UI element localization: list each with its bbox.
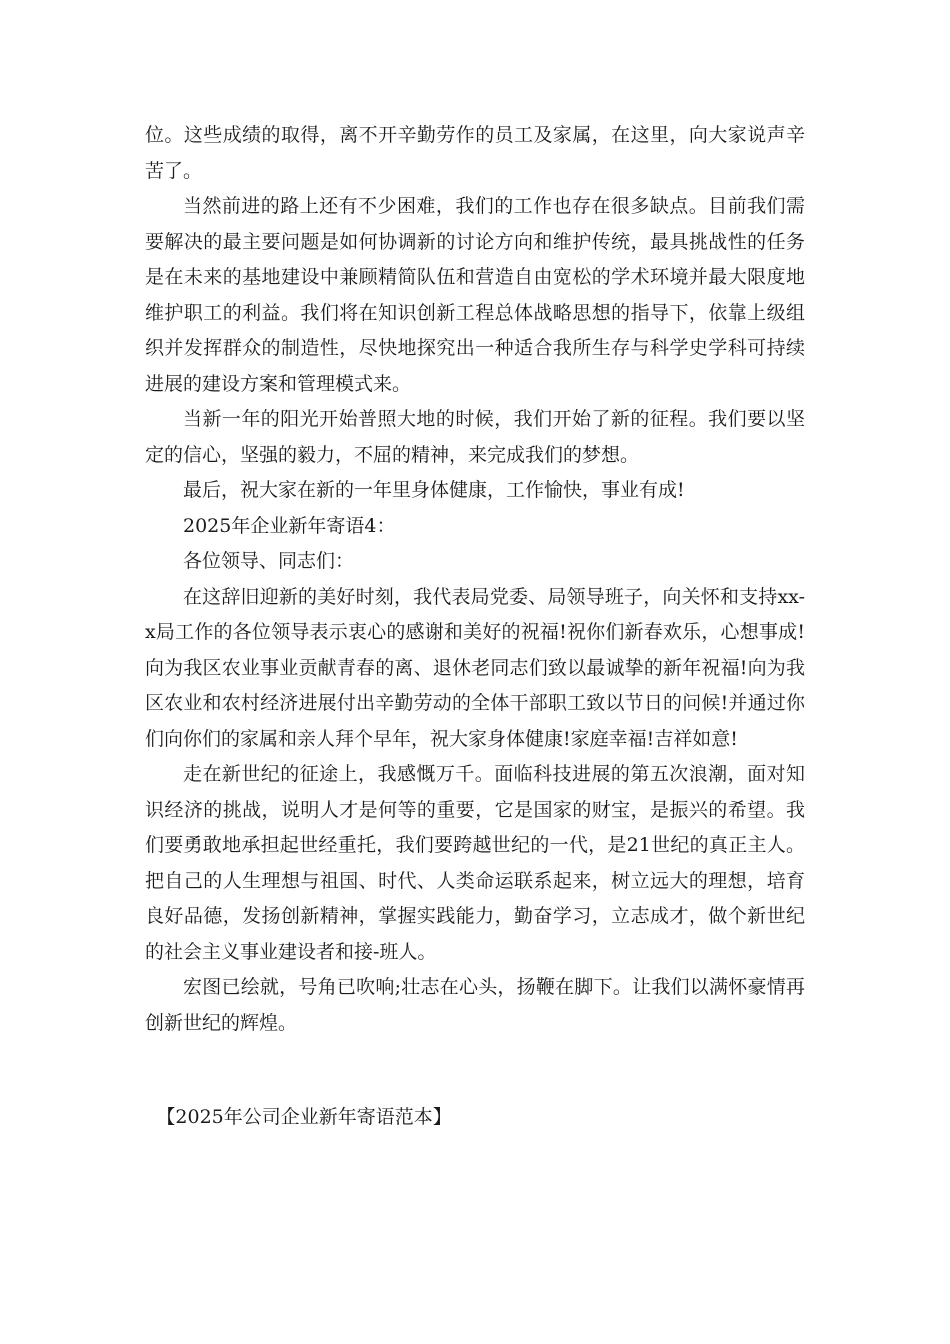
paragraph-closing-wishes: 最后，祝大家在新的一年里身体健康，工作愉快，事业有成! [183, 479, 685, 501]
paragraph-difficulties: 当然前进的路上还有不少困难，我们的工作也存在很多缺点。目前我们需要解决的最主要问题是如何协调新的讨论方向和维护传统，最具挑战性的任务是在未来的基地建设中兼顾精简队伍和营造自由宽松的学术环境并最大限度地维护职工的利益。我们将在知识创新工程总体战略思想的指导下，依靠上级组织并发挥群众的制造性，尽快地探究出一种适合我所生存与科学史学科可持续进展的建设方案和管理模式来。 [145, 195, 805, 395]
document-body [145, 118, 805, 1041]
paragraph-conclusion: 宏图已绘就，号角已吹响;壮志在心头，扬鞭在脚下。让我们以满怀豪情再创新世纪的辉煌。 [145, 976, 805, 1034]
paragraph-new-journey: 当新一年的阳光开始普照大地的时候，我们开始了新的征程。我们要以坚定的信心，坚强的毅力，不屈的精神，来完成我们的梦想。 [145, 408, 805, 466]
paragraph-greetings: 在这辞旧迎新的美好时刻，我代表局党委、局领导班子，向关怀和支持xx-x局工作的各位领导表示衷心的感谢和美好的祝福!祝你们新春欢乐，心想事成!向为我区农业事业贡献青春的离、退休老同志们致以最诚挚的新年祝福!向为我区农业和农村经济进展付出辛勤劳动的全体干部职工致以节日的问候!并通过你们向你们的家属和亲人拜个早年，祝大家身体健康!家庭幸福!吉祥如意! [145, 585, 805, 750]
paragraph-continuation: 位。这些成绩的取得，离不开辛勤劳作的员工及家属，在这里，向大家说声辛苦了。 [145, 124, 805, 182]
salutation: 各位领导、同志们： [183, 550, 355, 572]
section-heading: 2025年企业新年寄语4： [183, 514, 396, 537]
paragraph-new-century: 走在新世纪的征途上，我感慨万千。面临科技进展的第五次浪潮，面对知识经济的挑战，说明人才是何等的重要，它是国家的财宝，是振兴的希望。我们要勇敢地承担起世经重托，我们要跨越世纪的一代，是21世纪的真正主人。把自己的人生理想与祖国、时代、人类命运联系起来，树立远大的理想，培育良好品德，发扬创新精神，掌握实践能力，勤奋学习，立志成才，做个新世纪的社会主义事业建设者和接-班人。 [145, 763, 805, 963]
footer-title: 【2025年公司企业新年寄语范本】 [156, 1106, 452, 1128]
